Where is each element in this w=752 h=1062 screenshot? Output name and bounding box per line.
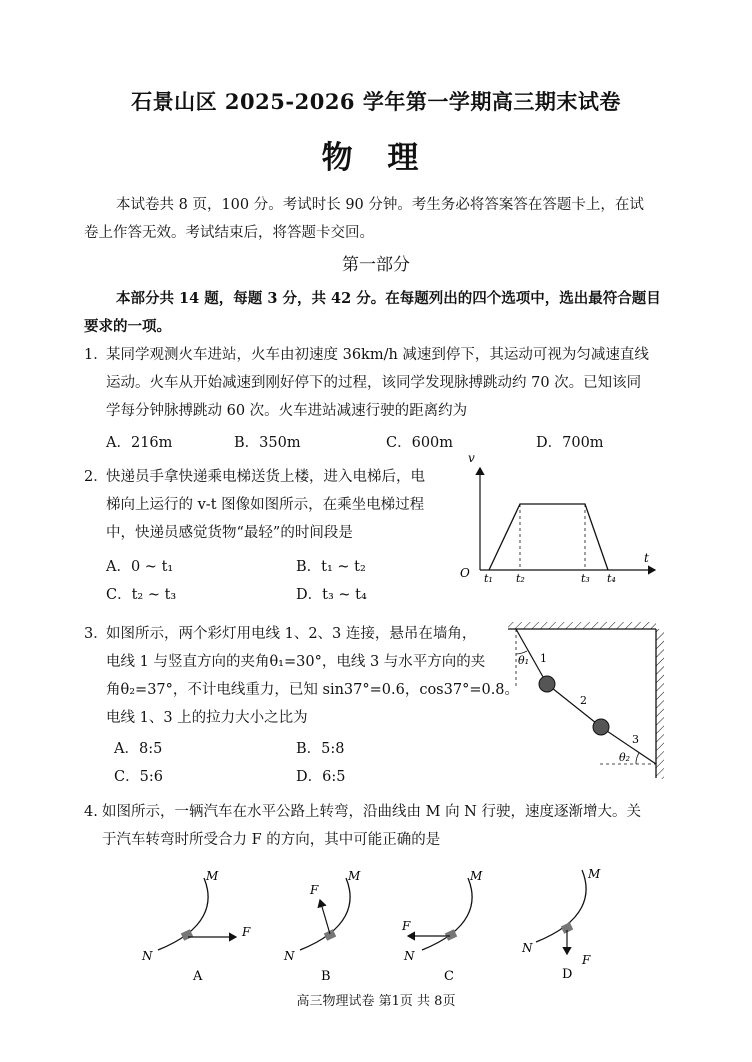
t1-label: t₁ [484, 572, 493, 585]
wire-3-label: 3 [632, 733, 639, 746]
q2-text-line-1: 快递员手拿快递乘电梯送货上楼，进入电梯后，电 [106, 469, 425, 485]
q2-option-b: B．t₁ ~ t₂ [296, 559, 366, 575]
q2-option-c: C．t₂ ~ t₃ [106, 587, 177, 603]
curve-a [158, 878, 208, 950]
velocity-curve [489, 504, 608, 570]
lamps-figure [500, 618, 670, 788]
figure-d [521, 867, 601, 982]
instructions-line-1: 本试卷共 8 页，100 分。考试时长 90 分钟。考生务必将答案答在答题卡上，在试 [116, 197, 644, 213]
figure-b [283, 869, 361, 984]
q2-option-d: D．t₃ ~ t₄ [296, 587, 367, 603]
t3-label: t₃ [581, 572, 590, 585]
label-f-c: F [402, 919, 411, 933]
part-intro-line-2: 要求的一项。 [84, 318, 171, 335]
theta2-label: θ₂ [619, 751, 631, 764]
car-b [324, 929, 336, 940]
lamp-1 [539, 676, 555, 692]
wire-1-label: 1 [540, 652, 547, 665]
origin-label: O [460, 566, 470, 580]
q3-option-d: D．6:5 [296, 769, 346, 785]
lamp-2 [593, 719, 609, 735]
label-m-a: M [206, 869, 219, 883]
exam-title: 石景山区 2025-2026 学年第一学期高三期末试卷 [131, 89, 621, 114]
vt-graph-figure [455, 450, 665, 590]
q4-text-line-1: 如图所示，一辆汽车在水平公路上转弯，沿曲线由 M 向 N 行驶，速度逐渐增大。关 [102, 804, 641, 820]
curve-d [536, 870, 586, 942]
q3-text-line-3: 角θ₂=37°，不计电线重力，已知 sin37°=0.6，cos37°=0.8。 [106, 682, 520, 698]
label-f-a: F [242, 925, 251, 939]
q1-option-a: A．216m [106, 435, 173, 451]
page-footer: 高三物理试卷 第1页 共 8页 [296, 994, 456, 1009]
turning-car-figures [130, 862, 630, 987]
theta2-arc [636, 753, 639, 764]
figure-a [141, 869, 251, 984]
wall-hatch [656, 629, 664, 779]
ceiling-hatch [508, 622, 656, 629]
t-axis-label: t [644, 551, 649, 565]
q1-option-b: B．350m [234, 435, 301, 451]
label-f-d: F [582, 953, 591, 967]
q3-number: 3． [84, 626, 108, 642]
curve-c [422, 878, 472, 950]
q3-text-line-2: 电线 1 与竖直方向的夹角θ₁=30°，电线 3 与水平方向的夹 [106, 654, 486, 670]
label-n-c: N [404, 949, 415, 963]
v-axis-label: v [468, 451, 475, 465]
label-m-b: M [348, 869, 361, 883]
q2-text-line-3: 中，快递员感觉货物“最轻”的时间段是 [106, 525, 353, 541]
force-arrow-b [320, 900, 330, 934]
q1-text-line-3: 学每分钟脉搏跳动 60 次。火车进站减速行驶的距离约为 [106, 403, 468, 419]
wire-2 [547, 684, 601, 727]
t2-label: t₂ [516, 572, 525, 585]
q3-text-line-1: 如图所示，两个彩灯用电线 1、2、3 连接，悬吊在墙角， [106, 626, 477, 642]
label-a: A [193, 969, 203, 984]
label-m-d: M [588, 867, 601, 881]
wire-2-label: 2 [580, 694, 587, 707]
label-f-b: F [310, 883, 319, 897]
q1-option-c: C．600m [386, 435, 454, 451]
q1-text-line-1: 某同学观测火车进站，火车由初速度 36km/h 减速到停下，其运动可视为匀减速直线 [106, 347, 649, 363]
theta1-label: θ₁ [518, 654, 530, 667]
q1-option-d: D．700m [536, 435, 604, 451]
q3-option-c: C．5:6 [114, 769, 163, 785]
label-b: B [321, 969, 331, 984]
q2-text-line-2: 梯向上运行的 v-t 图像如图所示，在乘坐电梯过程 [106, 497, 425, 513]
q2-option-a: A．0 ~ t₁ [106, 559, 174, 575]
label-d: D [562, 967, 573, 982]
q4-text-line-2: 于汽车转弯时所受合力 F 的方向，其中可能正确的是 [102, 832, 441, 848]
q1-text-line-2: 运动。火车从开始减速到刚好停下的过程，该同学发现脉搏跳动约 70 次。已知该同 [106, 375, 642, 391]
label-c: C [444, 969, 454, 984]
q4-number: 4. [84, 804, 98, 820]
t4-label: t₄ [607, 572, 616, 585]
label-n-a: N [142, 949, 153, 963]
part-intro-line-1: 本部分共 14 题，每题 3 分，共 42 分。在每题列出的四个选项中，选出最符合题目 [116, 290, 661, 307]
q2-number: 2． [84, 469, 108, 485]
subject-title: 物 理 [321, 140, 431, 176]
part-heading: 第一部分 [342, 255, 410, 275]
figure-c [401, 869, 483, 984]
q3-option-b: B．5:8 [296, 741, 345, 757]
label-n-b: N [284, 949, 295, 963]
label-m-c: M [470, 869, 483, 883]
curve-b [300, 878, 350, 950]
q3-text-line-4: 电线 1、3 上的拉力大小之比为 [106, 710, 308, 726]
label-n-d: N [522, 941, 533, 955]
q1-number: 1． [84, 347, 108, 363]
q3-option-a: A．8:5 [114, 741, 163, 757]
instructions-line-2: 卷上作答无效。考试结束后，将答题卡交回。 [84, 225, 374, 241]
